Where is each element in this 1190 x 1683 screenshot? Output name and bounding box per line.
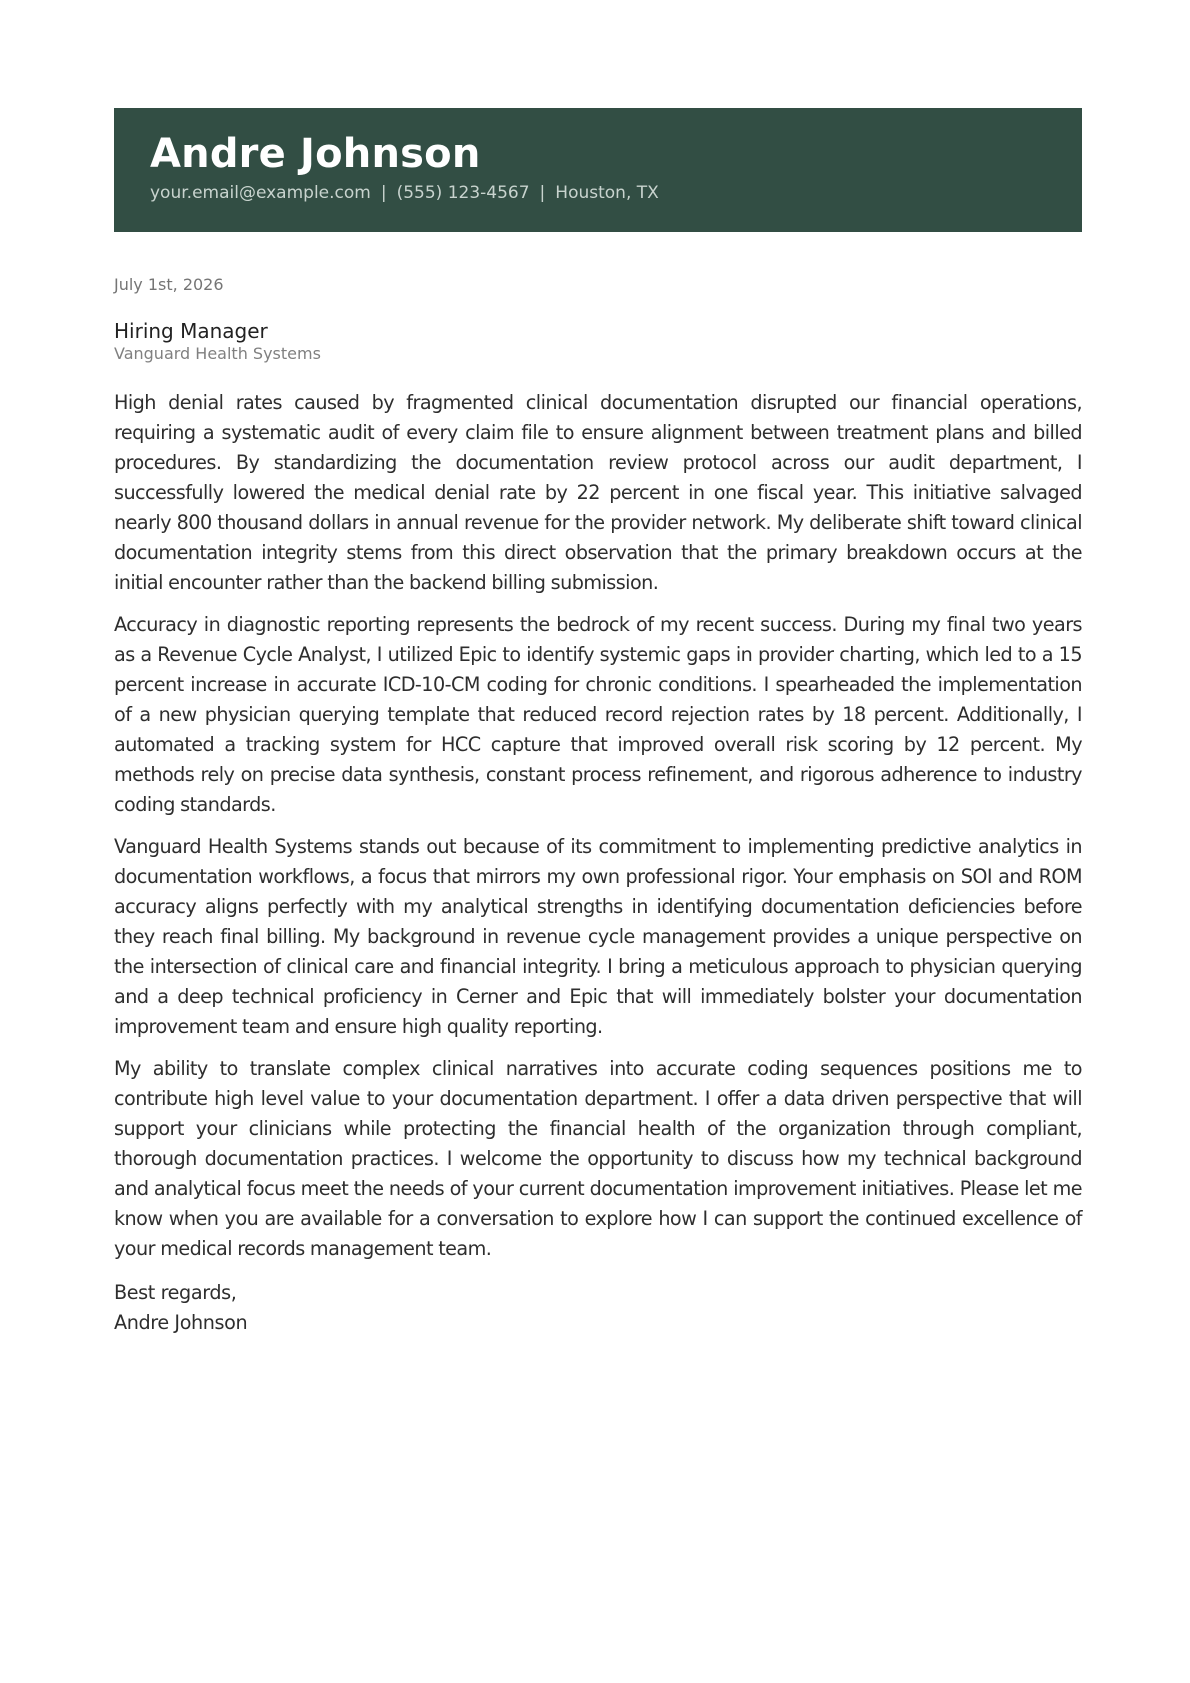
letter-date: July 1st, 2026: [114, 275, 224, 294]
applicant-name: Andre Johnson: [150, 131, 481, 177]
contact-phone: (555) 123-4567: [396, 183, 530, 203]
body-paragraph: Vanguard Health Systems stands out because of its commitment to implementing predictive analytics in documentation workflows, a focus that mirrors my own professional rigor. Your emphasis on SOI and ROM accuracy aligns perfectly with my analytical strengths in identifying documentation deficiencies before they reach final billing. My background in revenue cycle management provides a unique perspective on the intersection of clinical care and financial integrity. I bring a meticulous approach to physician querying and a deep technical proficiency in Cerner and Epic that will immediately bolster your documentation improvement team and ensure high quality reporting.: [114, 835, 1082, 1038]
contact-line: [150, 182, 659, 204]
contact-separator: |: [380, 183, 387, 203]
contact-email: your.email@example.com: [150, 183, 371, 203]
recipient-title: Hiring Manager: [114, 319, 268, 343]
closing-block: [114, 1278, 1082, 1338]
contact-separator: |: [539, 183, 546, 203]
body-paragraph: My ability to translate complex clinical narratives into accurate coding sequences positions me to contribute high level value to your documentation department. I offer a data driven perspective that will support your clinicians while protecting the financial health of the organization through compliant, thorough documentation practices. I welcome the opportunity to discuss how my technical background and analytical focus meet the needs of your current documentation improvement initiatives. Please let me know when you are available for a conversation to explore how I can support the continued excellence of your medical records management team.: [114, 1057, 1082, 1260]
signature-name: Andre Johnson: [114, 1311, 248, 1334]
letter-body: [114, 388, 1082, 1338]
recipient-organization: Vanguard Health Systems: [114, 344, 321, 363]
header-banner: [114, 108, 1082, 232]
body-paragraph: Accuracy in diagnostic reporting represents the bedrock of my recent success. During my final two years as a Revenue Cycle Analyst, I utilized Epic to identify systemic gaps in provider charting, which led to a 15 percent increase in accurate ICD-10-CM coding for chronic conditions. I spearheaded the implementation of a new physician querying template that reduced record rejection rates by 18 percent. Additionally, I automated a tracking system for HCC capture that improved overall risk scoring by 12 percent. My methods rely on precise data synthesis, constant process refinement, and rigorous adherence to industry coding standards.: [114, 613, 1082, 816]
contact-location: Houston, TX: [555, 183, 659, 203]
body-paragraph: High denial rates caused by fragmented clinical documentation disrupted our financial operations, requiring a systematic audit of every claim file to ensure alignment between treatment plans and billed procedures. By standardizing the documentation review protocol across our audit department, I successfully lowered the medical denial rate by 22 percent in one fiscal year. This initiative salvaged nearly 800 thousand dollars in annual revenue for the provider network. My deliberate shift toward clinical documentation integrity stems from this direct observation that the primary breakdown occurs at the initial encounter rather than the backend billing submission.: [114, 391, 1082, 594]
closing-phrase: Best regards,: [114, 1281, 237, 1304]
